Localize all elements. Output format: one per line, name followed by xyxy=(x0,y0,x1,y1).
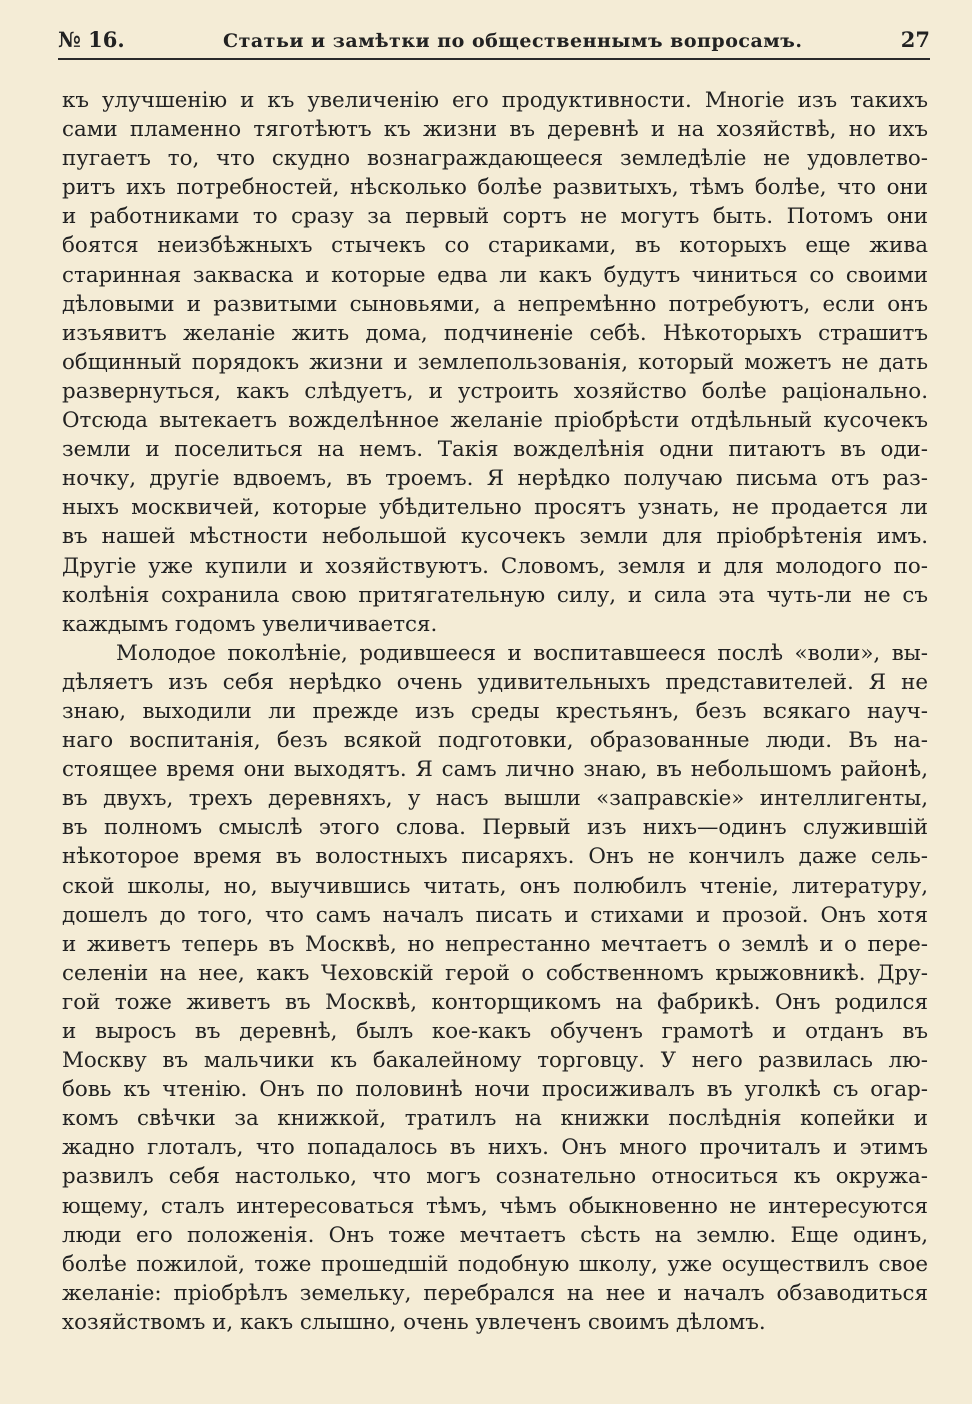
issue-number: № 16. xyxy=(58,27,125,52)
running-title: Статьи и замѣтки по общественнымъ вопросамъ. xyxy=(222,30,803,52)
text-line: пугаетъ то, что скудно вознаграждающееся земледѣліе не удовлетво- xyxy=(62,146,928,172)
text-line: ющему, сталъ интересоваться тѣмъ, чѣмъ обыкновенно не интересуются xyxy=(62,1193,928,1219)
text-line: ритъ ихъ потребностей, нѣсколько болѣе развитыхъ, тѣмъ болѣе, что они xyxy=(62,175,928,201)
text-line: ночку, другіе вдвоемъ, въ троемъ. Я нерѣдко получаю письма отъ раз- xyxy=(62,466,928,492)
running-header xyxy=(58,26,930,60)
text-line: дѣляетъ изъ себя нерѣдко очень удивительныхъ представителей. Я не xyxy=(62,669,928,695)
page-number: 27 xyxy=(900,27,930,52)
text-line: желаніе: пріобрѣлъ земельку, перебрался на нее и началъ обзаводиться xyxy=(62,1280,928,1306)
text-line: хозяйствомъ и, какъ слышно, очень увлеченъ своимъ дѣломъ. xyxy=(62,1309,766,1335)
text-line: сами пламенно тяготѣютъ къ жизни въ деревнѣ и на хозяйствѣ, но ихъ xyxy=(62,117,928,143)
text-line: ской школы, но, выучившись читать, онъ полюбилъ чтеніе, литературу, xyxy=(62,873,928,899)
text-line: и живетъ теперь въ Москвѣ, но непрестанно мечтаетъ о землѣ и о пере- xyxy=(62,931,928,957)
text-line: бовь къ чтенію. Онъ по половинѣ ночи просиживалъ въ уголкѣ съ огар- xyxy=(62,1077,928,1103)
text-line: люди его положенія. Онъ тоже мечтаетъ сѣсть на землю. Еще одинъ, xyxy=(62,1222,928,1248)
text-line: знаю, выходили ли прежде изъ среды крестьянъ, безъ всякаго науч- xyxy=(62,698,928,724)
text-line: и выросъ въ деревнѣ, былъ кое-какъ обученъ грамотѣ и отданъ въ xyxy=(62,1019,928,1044)
text-line: дѣловыми и развитыми сыновьями, а непремѣнно потребуютъ, если онъ xyxy=(62,291,928,317)
text-line: комъ свѣчки за книжкой, тратилъ на книжки послѣднія копейки и xyxy=(62,1106,928,1132)
text-line: и работниками то сразу за первый сортъ не могутъ быть. Потомъ они xyxy=(62,204,928,230)
paragraph-2 xyxy=(62,639,928,1337)
text-line: ныхъ москвичей, которые убѣдительно просятъ узнать, не продается ли xyxy=(62,495,928,521)
text-line: наго воспитанія, безъ всякой подготовки, образованные люди. Въ на- xyxy=(62,728,928,754)
text-line: въ двухъ, трехъ деревняхъ, у насъ вышли «заправскіе» интеллигенты, xyxy=(62,786,928,812)
text-line: Отсюда вытекаетъ вожделѣнное желаніе пріобрѣсти отдѣльный кусочекъ xyxy=(62,408,928,434)
text-line: селеніи на нее, какъ Чеховскій герой о собственномъ крыжовникѣ. Дру- xyxy=(62,960,928,986)
text-line: Молодое поколѣніе, родившееся и воспитавшееся послѣ «воли», вы- xyxy=(116,640,928,666)
text-line: развернуться, какъ слѣдуетъ, и устроить хозяйство болѣе раціонально. xyxy=(62,378,928,404)
text-line: нѣкоторое время въ волостныхъ писаряхъ. Онъ не кончилъ даже сель- xyxy=(62,844,928,870)
text-line: въ полномъ смыслѣ этого слова. Первый изъ нихъ—одинъ служившій xyxy=(62,815,928,841)
paragraph-1 xyxy=(62,86,928,639)
text-line: изъявитъ желаніе жить дома, подчиненіе себѣ. Нѣкоторыхъ страшитъ xyxy=(62,320,928,346)
text-line: Москву въ мальчики къ бакалейному торговцу. У него развилась лю- xyxy=(62,1048,928,1074)
text-line: Другіе уже купили и хозяйствуютъ. Словомъ, земля и для молодого по- xyxy=(62,553,928,579)
text-line: жадно глоталъ, что попадалось въ нихъ. Онъ много прочиталъ и этимъ xyxy=(62,1135,928,1161)
text-line: земли и поселиться на немъ. Такія вожделѣнія одни питаютъ въ оди- xyxy=(62,437,928,463)
text-line: боятся неизбѣжныхъ стычекъ со стариками, въ которыхъ еще жива xyxy=(62,233,928,259)
text-line: каждымъ годомъ увеличивается. xyxy=(62,611,438,637)
text-line: старинная закваска и которые едва ли какъ будутъ чиниться со своими xyxy=(62,262,928,288)
text-line: дошелъ до того, что самъ началъ писать и стихами и прозой. Онъ хотя xyxy=(62,902,928,928)
text-line: колѣнія сохранила свою притягательную силу, и сила эта чуть-ли не съ xyxy=(62,582,928,608)
text-line: стоящее время они выходятъ. Я самъ лично знаю, въ небольшомъ районѣ, xyxy=(62,757,928,783)
text-line: гой тоже живетъ въ Москвѣ, конторщикомъ на фабрикѣ. Онъ родился xyxy=(62,989,928,1015)
text-line: болѣе пожилой, тоже прошедшій подобную школу, уже осуществилъ свое xyxy=(62,1251,928,1277)
text-line: къ улучшенію и къ увеличенію его продуктивности. Многіе изъ такихъ xyxy=(62,88,928,113)
text-line: въ нашей мѣстности небольшой кусочекъ земли для пріобрѣтенія имъ. xyxy=(62,524,928,550)
body-text xyxy=(62,86,928,1337)
text-line: развилъ себя настолько, что могъ сознательно относиться къ окружа- xyxy=(62,1164,928,1190)
text-line: общинный порядокъ жизни и землепользованія, который можетъ не дать xyxy=(62,349,928,375)
